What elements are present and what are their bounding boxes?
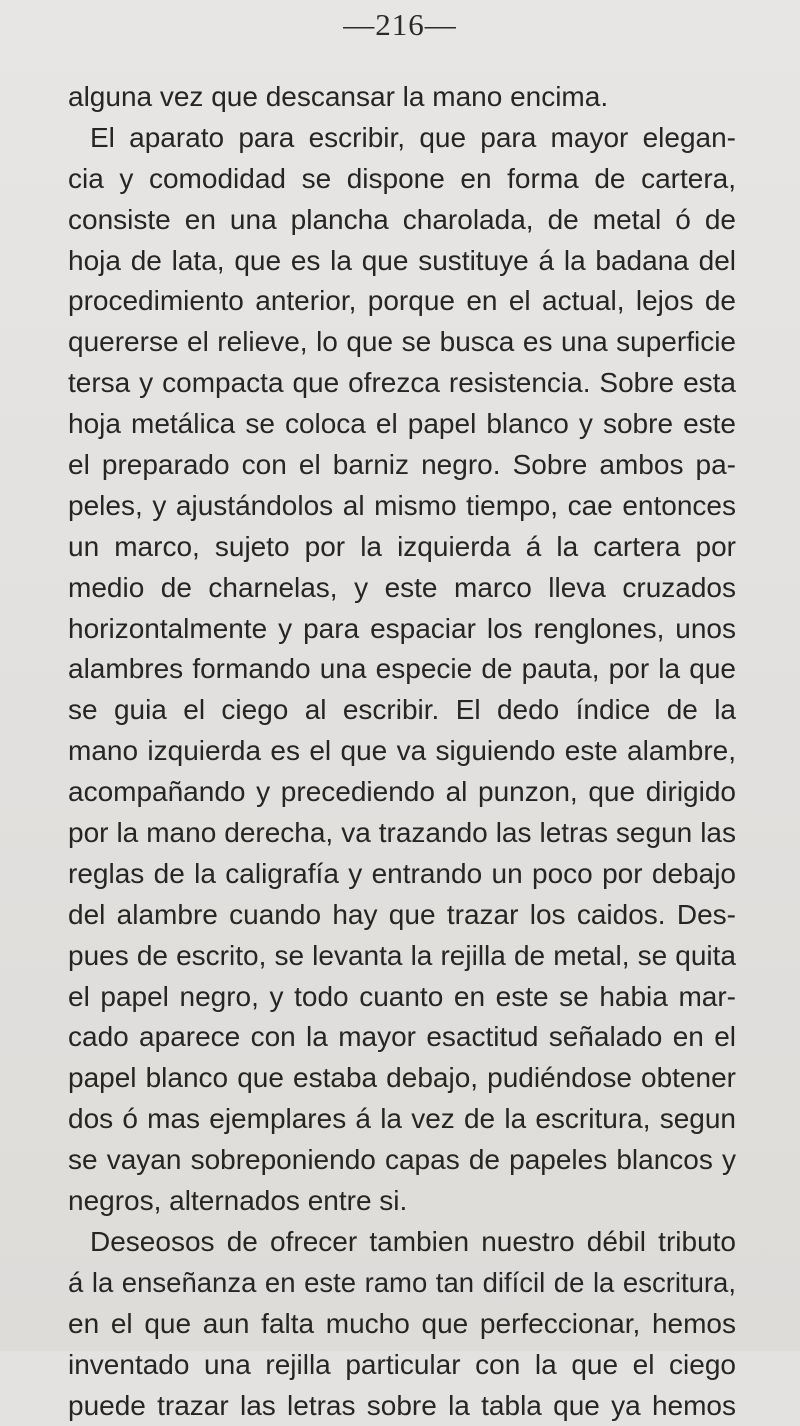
text-line: se vayan sobreponiendo capas de papeles blancos y (68, 1140, 736, 1181)
text-line: hoja de lata, que es la que sustituye á la badana del (68, 241, 736, 282)
text-line: acompañando y precediendo al punzon, que dirigido (68, 772, 736, 813)
text-line: cia y comodidad se dispone en forma de cartera, (68, 159, 736, 200)
text-line: Deseosos de ofrecer tambien nuestro débil tributo (68, 1222, 736, 1263)
text-line: puede trazar las letras sobre la tabla que ya hemos (68, 1386, 736, 1426)
text-line: cado aparece con la mayor esactitud señalado en el (68, 1017, 736, 1058)
text-line: inventado una rejilla particular con la que el ciego (68, 1345, 736, 1386)
text-line: peles, y ajustándolos al mismo tiempo, cae entonces (68, 486, 736, 527)
text-line: horizontalmente y para espaciar los renglones, unos (68, 609, 736, 650)
text-line: á la enseñanza en este ramo tan difícil de la escritura, (68, 1263, 736, 1304)
text-line: pues de escrito, se levanta la rejilla de metal, se quita (68, 936, 736, 977)
text-line: se guia el ciego al escribir. El dedo índice de la (68, 690, 736, 731)
text-line: el preparado con el barniz negro. Sobre ambos pa- (68, 445, 736, 486)
text-line: reglas de la caligrafía y entrando un poco por debajo (68, 854, 736, 895)
text-line: El aparato para escribir, que para mayor elegan- (68, 118, 736, 159)
text-line: en el que aun falta mucho que perfeccionar, hemos (68, 1304, 736, 1345)
text-line: el papel negro, y todo cuanto en este se habia mar- (68, 977, 736, 1018)
text-line: por la mano derecha, va trazando las letras segun las (68, 813, 736, 854)
text-line: tersa y compacta que ofrezca resistencia. Sobre esta (68, 363, 736, 404)
text-line: negros, alternados entre si. (68, 1181, 736, 1222)
text-line: mano izquierda es el que va siguiendo este alambre, (68, 731, 736, 772)
text-line: papel blanco que estaba debajo, pudiéndose obtener (68, 1058, 736, 1099)
text-line: procedimiento anterior, porque en el actual, lejos de (68, 281, 736, 322)
text-line: consiste en una plancha charolada, de metal ó de (68, 200, 736, 241)
text-line: dos ó mas ejemplares á la vez de la escritura, segun (68, 1099, 736, 1140)
text-line: quererse el relieve, lo que se busca es una superficie (68, 322, 736, 363)
text-line: medio de charnelas, y este marco lleva cruzados (68, 568, 736, 609)
page-number: —216— (0, 6, 800, 44)
text-line: hoja metálica se coloca el papel blanco y sobre este (68, 404, 736, 445)
text-line: un marco, sujeto por la izquierda á la cartera por (68, 527, 736, 568)
text-line: del alambre cuando hay que trazar los caidos. Des- (68, 895, 736, 936)
text-line: alguna vez que descansar la mano encima. (68, 77, 736, 118)
body-text (68, 77, 736, 1426)
text-line: alambres formando una especie de pauta, por la que (68, 649, 736, 690)
